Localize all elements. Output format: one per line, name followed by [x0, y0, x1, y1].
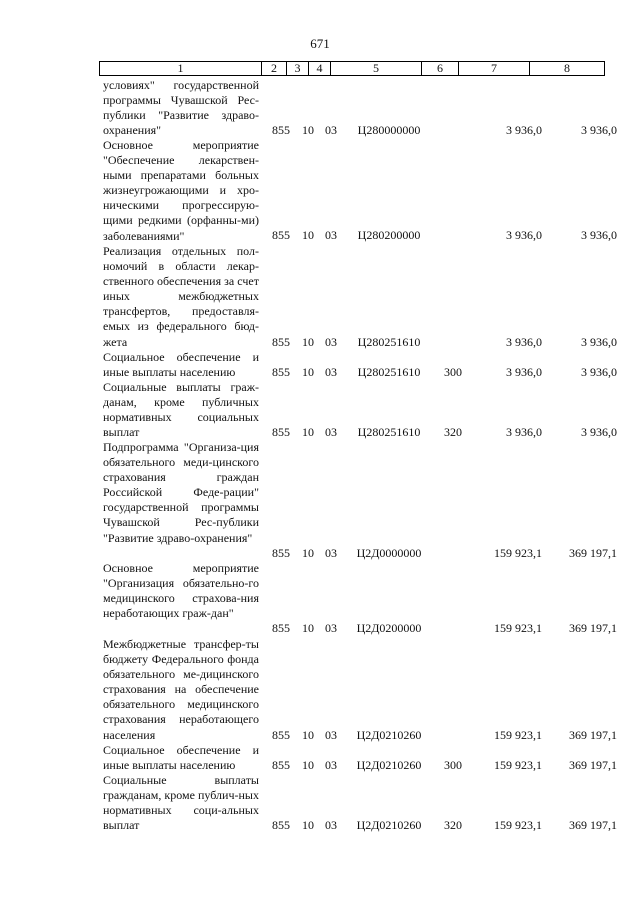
- amount-year-2: 3 936,0: [581, 365, 617, 379]
- ministry-code: 855: [272, 818, 290, 832]
- column-header-row: [100, 62, 605, 76]
- section-code: 10: [302, 621, 314, 635]
- target-article-code: Ц280251610: [357, 365, 421, 379]
- ministry-code: 855: [272, 425, 290, 439]
- ministry-code: 855: [272, 123, 290, 137]
- amount-year-1: 3 936,0: [506, 123, 542, 137]
- ministry-code: 855: [272, 621, 290, 635]
- amount-year-1: 159 923,1: [494, 728, 542, 742]
- amount-year-1: 159 923,1: [494, 546, 542, 560]
- column-header-8: 8: [530, 62, 605, 76]
- section-code: 10: [302, 546, 314, 560]
- amount-year-2: 3 936,0: [581, 335, 617, 349]
- expense-type-code: 320: [444, 818, 462, 832]
- subsection-code: 03: [325, 621, 337, 635]
- column-header-7: 7: [459, 62, 530, 76]
- column-header-table: [99, 61, 605, 76]
- column-header-2: 2: [262, 62, 287, 76]
- ministry-code: 855: [272, 365, 290, 379]
- amount-year-1: 159 923,1: [494, 621, 542, 635]
- expense-type-code: 300: [444, 365, 462, 379]
- amount-year-2: 369 197,1: [569, 728, 617, 742]
- row-description: Основное мероприятие "Обеспечение лекарствен-ными препаратами больных жизнеугрожающими и хро-ническими прогрессирую-щими редкими (орфанны-ми) заболеваниями": [103, 138, 259, 243]
- subsection-code: 03: [325, 335, 337, 349]
- row-description: Социальные выплаты граж-данам, кроме публичных нормативных социальных выплат: [103, 380, 259, 440]
- amount-year-1: 159 923,1: [494, 758, 542, 772]
- amount-year-2: 3 936,0: [581, 425, 617, 439]
- subsection-code: 03: [325, 818, 337, 832]
- ministry-code: 855: [272, 335, 290, 349]
- target-article-code: Ц280251610: [357, 335, 421, 349]
- row-description: Социальные выплаты гражданам, кроме публич-ных нормативных соци-альных выплат: [103, 773, 259, 833]
- subsection-code: 03: [325, 365, 337, 379]
- target-article-code: Ц2Д0210260: [356, 818, 422, 832]
- subsection-code: 03: [325, 758, 337, 772]
- target-article-code: Ц280000000: [357, 123, 421, 137]
- amount-year-1: 3 936,0: [506, 425, 542, 439]
- section-code: 10: [302, 123, 314, 137]
- row-description: Межбюджетные трансфер-ты бюджету Федерального фонда обязательного ме-дицинского страхования на обеспечение обязательного медицинского страхования неработающего населения: [103, 637, 259, 742]
- column-header-5: 5: [331, 62, 422, 76]
- amount-year-2: 369 197,1: [569, 818, 617, 832]
- section-code: 10: [302, 728, 314, 742]
- column-header-4: 4: [309, 62, 331, 76]
- amount-year-2: 3 936,0: [581, 228, 617, 242]
- target-article-code: Ц280251610: [357, 425, 421, 439]
- column-header-3: 3: [287, 62, 309, 76]
- subsection-code: 03: [325, 123, 337, 137]
- section-code: 10: [302, 818, 314, 832]
- amount-year-2: 369 197,1: [569, 758, 617, 772]
- amount-year-1: 159 923,1: [494, 818, 542, 832]
- column-header-1: 1: [100, 62, 262, 76]
- expense-type-code: 320: [444, 425, 462, 439]
- ministry-code: 855: [272, 758, 290, 772]
- section-code: 10: [302, 425, 314, 439]
- target-article-code: Ц280200000: [357, 228, 421, 242]
- subsection-code: 03: [325, 425, 337, 439]
- target-article-code: Ц2Д0200000: [356, 621, 422, 635]
- target-article-code: Ц2Д0210260: [356, 758, 422, 772]
- amount-year-1: 3 936,0: [506, 335, 542, 349]
- page-number: 671: [310, 36, 330, 51]
- column-header-6: 6: [422, 62, 459, 76]
- section-code: 10: [302, 365, 314, 379]
- subsection-code: 03: [325, 546, 337, 560]
- section-code: 10: [302, 335, 314, 349]
- section-code: 10: [302, 758, 314, 772]
- row-description: Основное мероприятие "Организация обязательно-го медицинского страхова-ния неработающих граж-дан": [103, 561, 259, 621]
- ministry-code: 855: [272, 228, 290, 242]
- amount-year-1: 3 936,0: [506, 365, 542, 379]
- subsection-code: 03: [325, 228, 337, 242]
- amount-year-2: 369 197,1: [569, 546, 617, 560]
- row-description: Социальное обеспечение и иные выплаты населению: [103, 350, 259, 380]
- target-article-code: Ц2Д0210260: [356, 728, 422, 742]
- expense-type-code: 300: [444, 758, 462, 772]
- row-description: условиях" государственной программы Чувашской Рес-публики "Развитие здраво-охранения": [103, 78, 259, 138]
- amount-year-1: 3 936,0: [506, 228, 542, 242]
- target-article-code: Ц2Д0000000: [356, 546, 422, 560]
- section-code: 10: [302, 228, 314, 242]
- row-description: Реализация отдельных пол-номочий в области лекар-ственного обеспечения за счет иных межбюджетных трансфертов, предоставля-емых из федерального бюд-жета: [103, 244, 259, 349]
- row-description: Подпрограмма "Организа-ция обязательного меди-цинского страхования граждан Российской Феде-рации" государственной программы Чувашской Рес-публики "Развитие здраво-охранения": [103, 440, 259, 545]
- ministry-code: 855: [272, 546, 290, 560]
- ministry-code: 855: [272, 728, 290, 742]
- row-description: Социальное обеспечение и иные выплаты населению: [103, 743, 259, 773]
- amount-year-2: 3 936,0: [581, 123, 617, 137]
- amount-year-2: 369 197,1: [569, 621, 617, 635]
- subsection-code: 03: [325, 728, 337, 742]
